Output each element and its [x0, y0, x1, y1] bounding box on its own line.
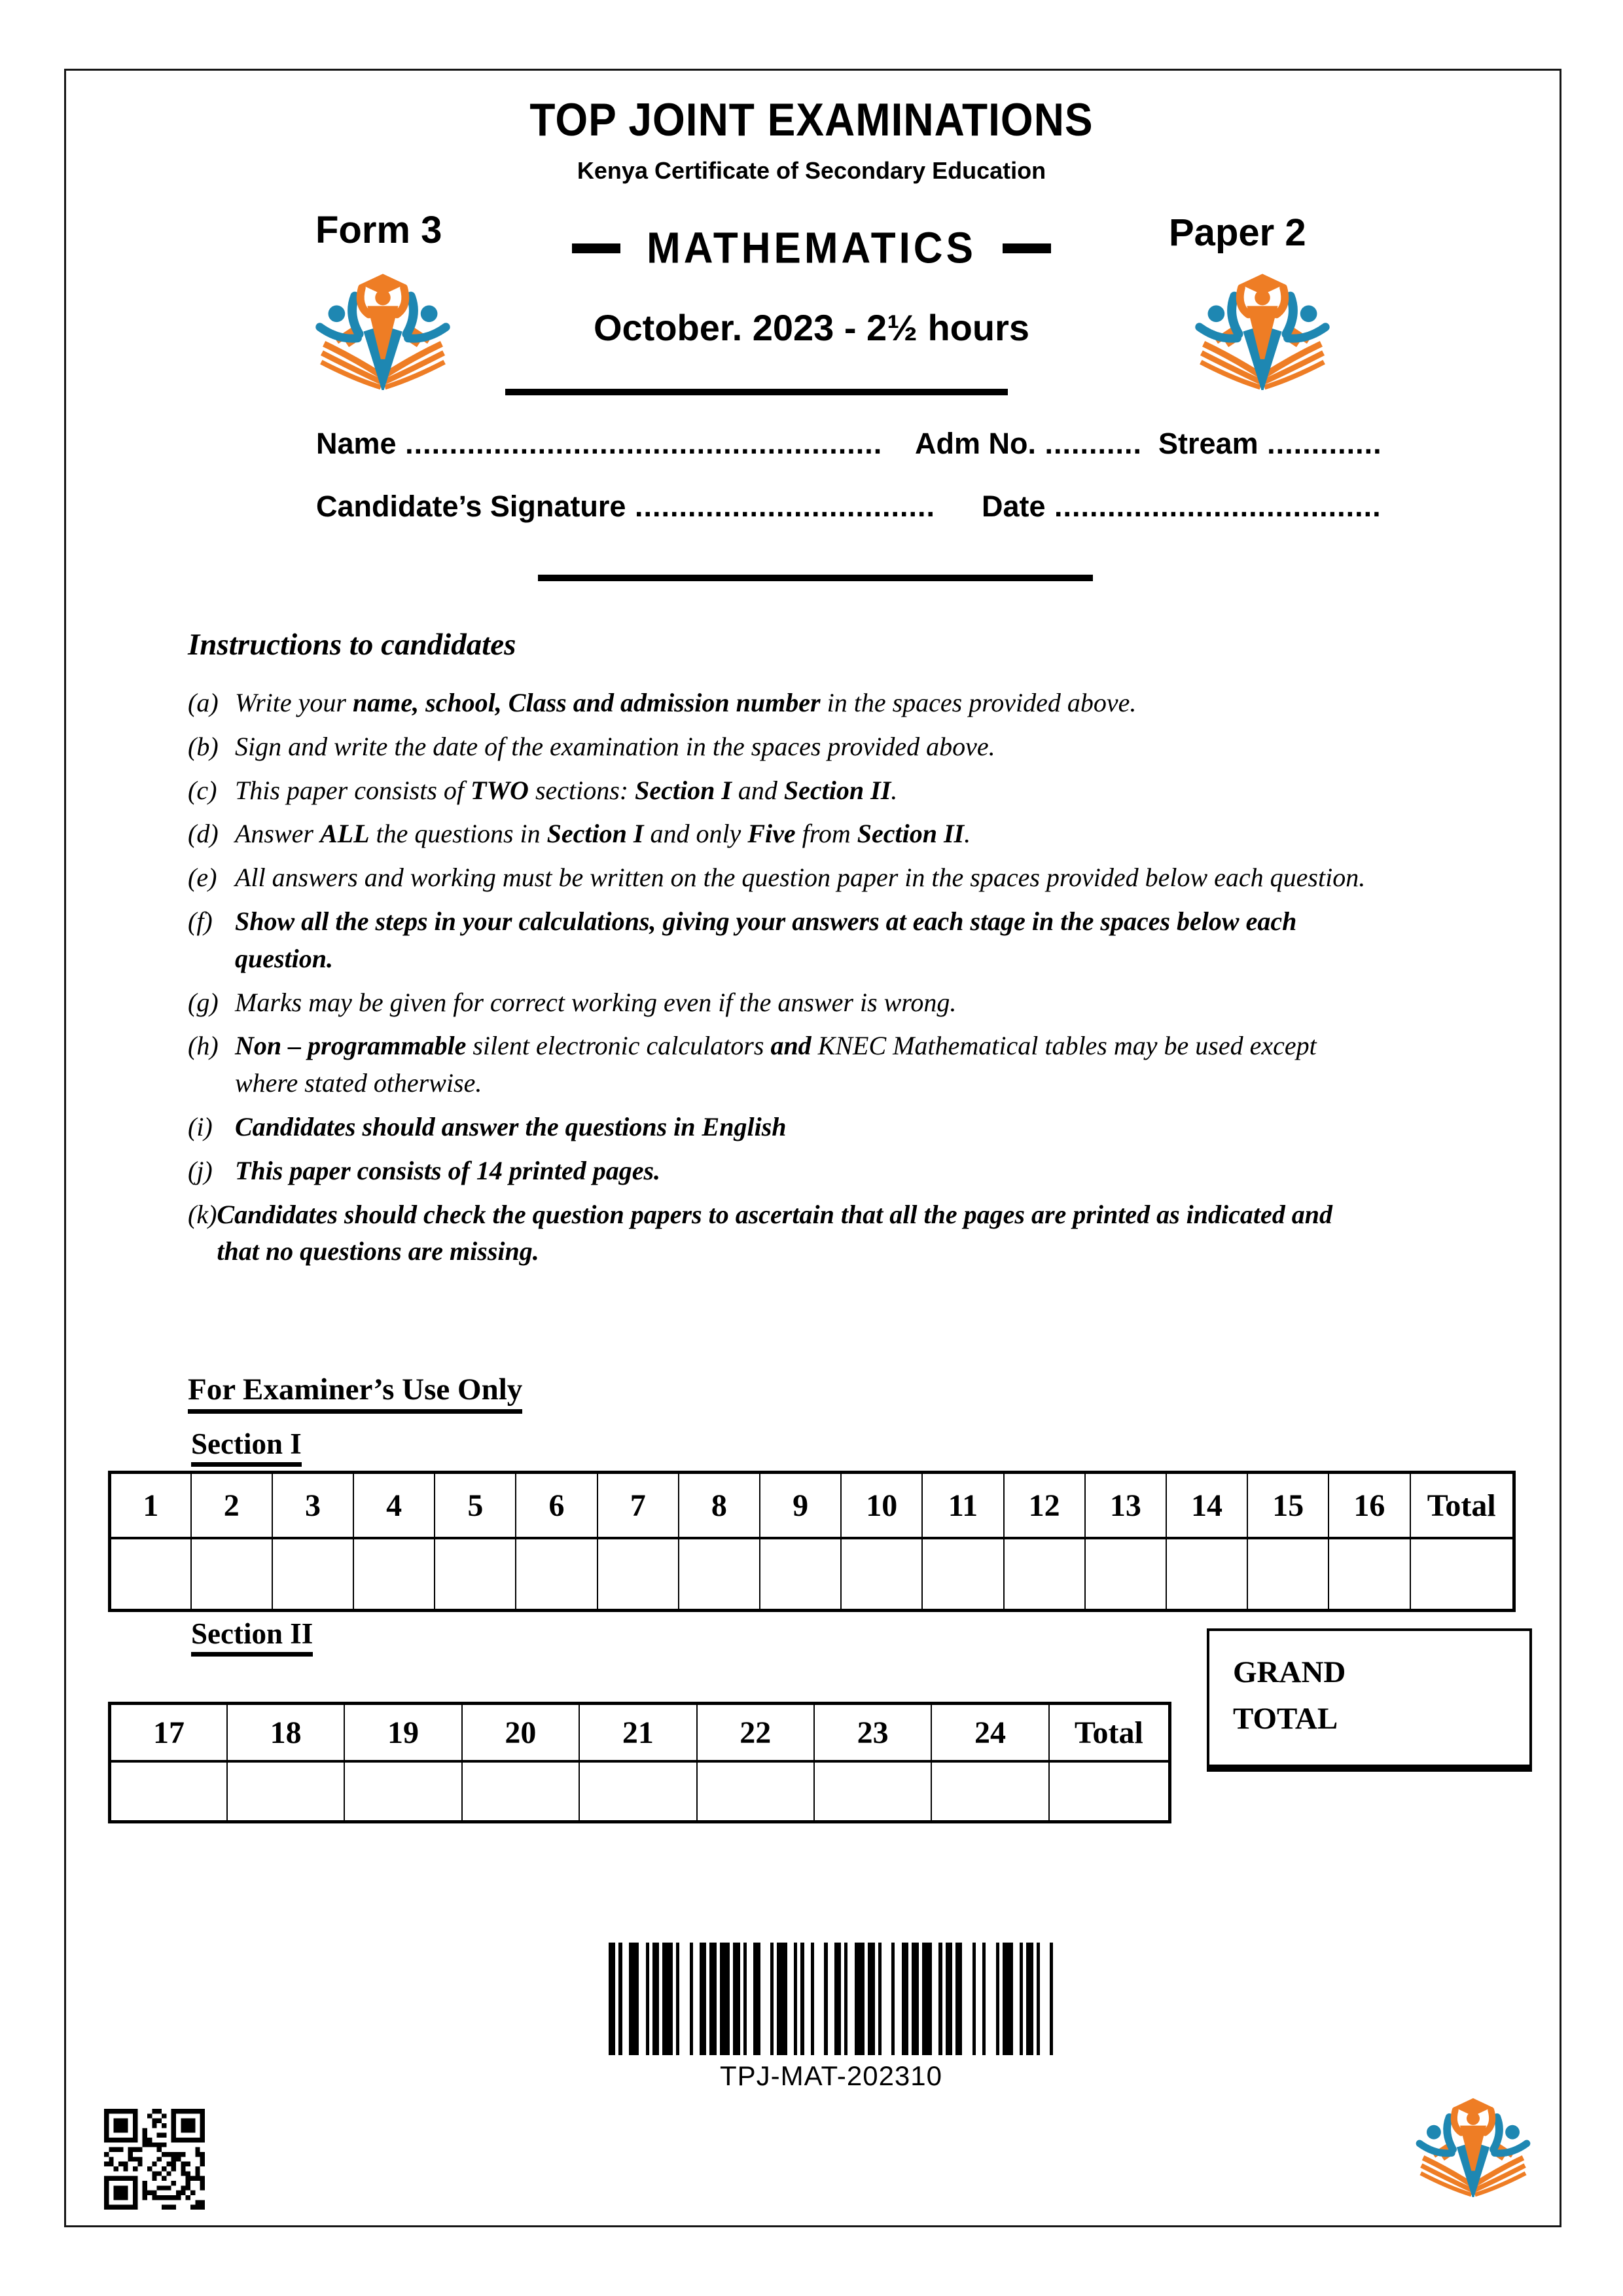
grand-total-label: GRAND TOTAL — [1233, 1655, 1346, 1736]
marks-cell — [353, 1538, 435, 1611]
school-logo-footer — [1414, 2096, 1533, 2197]
question-number-header: 16 — [1329, 1473, 1410, 1539]
grand-total-box — [1207, 1628, 1532, 1772]
section1-header-row — [110, 1473, 1514, 1539]
name-label: Name — [316, 427, 397, 460]
dash-bar-right — [1003, 243, 1051, 253]
instruction-item-label: (d) — [188, 819, 219, 849]
marks-cell — [1004, 1538, 1085, 1611]
question-number-header: Total — [1410, 1473, 1514, 1539]
date-blank-line: ..................................... — [1045, 490, 1382, 523]
name-field — [316, 427, 882, 461]
question-number-header: 9 — [760, 1473, 841, 1539]
instruction-item — [188, 1153, 1376, 1190]
section1-marks-row — [110, 1538, 1514, 1611]
instruction-item-label: (h) — [188, 1031, 219, 1061]
instruction-item — [188, 772, 1376, 810]
instruction-item-text: Candidates should check the question papers to ascertain that all the pages are printed as indicated and that no questions are missing. — [217, 1199, 1332, 1266]
marks-cell — [516, 1538, 597, 1611]
question-number-header: Total — [1049, 1704, 1170, 1762]
qr-code — [104, 2109, 205, 2210]
instruction-item-text: All answers and working must be written on the question paper in the spaces provided below each question. — [235, 863, 1366, 893]
adm-no-blank-line: ........... — [1036, 427, 1143, 460]
marks-cell — [1166, 1538, 1247, 1611]
dash-bar-left — [572, 243, 620, 253]
marks-cell — [814, 1761, 931, 1822]
marks-cell — [110, 1761, 227, 1822]
instruction-item — [188, 816, 1376, 853]
signature-label: Candidate’s Signature — [316, 490, 626, 523]
instruction-item-label: (e) — [188, 863, 217, 893]
instruction-item-label: (g) — [188, 987, 219, 1017]
paper-number: Paper 2 — [1169, 211, 1306, 254]
marks-cell — [679, 1538, 760, 1611]
barcode — [609, 1943, 1054, 2055]
instruction-item-text: Marks may be given for correct working even if the answer is wrong. — [235, 987, 957, 1017]
instruction-item — [188, 685, 1376, 722]
marks-cell — [579, 1761, 696, 1822]
header-divider — [505, 389, 1008, 395]
instruction-item-label: (k) — [188, 1199, 217, 1229]
date-label: Date — [982, 490, 1046, 523]
signature-field — [316, 490, 935, 524]
question-number-header: 11 — [922, 1473, 1003, 1539]
exam-board-title: TOP JOINT EXAMINATIONS — [529, 94, 1094, 146]
instruction-item-text: This paper consists of TWO sections: Section I and Section II. — [235, 775, 898, 805]
question-number-header: 10 — [841, 1473, 922, 1539]
subject-title: MATHEMATICS — [647, 224, 976, 273]
stream-label: Stream — [1158, 427, 1258, 460]
marks-cell — [110, 1538, 191, 1611]
instruction-item-label: (j) — [188, 1155, 213, 1185]
name-blank-line: ...................................................... — [396, 427, 883, 460]
instructions-list — [188, 685, 1376, 1270]
question-number-header: 13 — [1085, 1473, 1166, 1539]
instruction-item-label: (f) — [188, 906, 213, 936]
instruction-item — [188, 903, 1376, 978]
instruction-item-text: Sign and write the date of the examination in the spaces provided above. — [235, 731, 995, 761]
marks-cell — [227, 1761, 344, 1822]
question-number-header: 3 — [272, 1473, 353, 1539]
instruction-item-label: (i) — [188, 1111, 213, 1141]
question-number-header: 7 — [597, 1473, 679, 1539]
question-number-header: 21 — [579, 1704, 696, 1762]
adm-no-label: Adm No. — [915, 427, 1036, 460]
instruction-item-label: (b) — [188, 731, 219, 761]
question-number-header: 1 — [110, 1473, 191, 1539]
marks-cell — [462, 1761, 579, 1822]
marks-cell — [697, 1761, 814, 1822]
instruction-item-text: Answer ALL the questions in Section I and only Five from Section II. — [235, 819, 971, 849]
section2-marks-table — [108, 1702, 1171, 1823]
question-number-header: 22 — [697, 1704, 814, 1762]
marks-cell — [1049, 1761, 1170, 1822]
instruction-item — [188, 1028, 1376, 1102]
marks-cell — [272, 1538, 353, 1611]
question-number-header: 23 — [814, 1704, 931, 1762]
marks-cell — [597, 1538, 679, 1611]
instruction-item-label: (c) — [188, 775, 217, 805]
marks-cell — [1247, 1538, 1329, 1611]
instruction-item-text: Show all the steps in your calculations, giving your answers at each stage in the spaces below each question. — [235, 906, 1297, 973]
question-number-header: 2 — [191, 1473, 272, 1539]
instruction-item-text: Non – programmable silent electronic calculators and KNEC Mathematical tables may be used except where stated otherwise. — [235, 1031, 1317, 1098]
instructions-section — [188, 627, 1376, 1270]
stream-field — [1158, 427, 1382, 461]
question-number-header: 6 — [516, 1473, 597, 1539]
instruction-item — [188, 859, 1376, 897]
instruction-item — [188, 984, 1376, 1022]
question-number-header: 20 — [462, 1704, 579, 1762]
question-number-header: 18 — [227, 1704, 344, 1762]
question-number-header: 14 — [1166, 1473, 1247, 1539]
marks-cell — [1410, 1538, 1514, 1611]
adm-no-field — [915, 427, 1142, 461]
instruction-item-text: Write your name, school, Class and admission number in the spaces provided above. — [235, 688, 1137, 717]
question-number-header: 8 — [679, 1473, 760, 1539]
stream-blank-line: ............. — [1258, 427, 1382, 460]
instruction-item-text: This paper consists of 14 printed pages. — [235, 1155, 661, 1185]
section2-heading: Section II — [191, 1617, 313, 1657]
instruction-item — [188, 1196, 1376, 1271]
section2-header-row — [110, 1704, 1170, 1762]
barcode-text: TPJ-MAT-202310 — [719, 2060, 942, 2091]
marks-cell — [435, 1538, 516, 1611]
form-level: Form 3 — [315, 209, 442, 251]
signature-blank-line: .................................. — [626, 490, 936, 523]
marks-cell — [922, 1538, 1003, 1611]
marks-cell — [760, 1538, 841, 1611]
question-number-header: 24 — [931, 1704, 1048, 1762]
fields-divider — [538, 575, 1093, 581]
question-number-header: 19 — [344, 1704, 461, 1762]
instruction-item-text: Candidates should answer the questions in English — [235, 1111, 787, 1141]
section2-marks-row — [110, 1761, 1170, 1822]
instruction-item — [188, 728, 1376, 766]
date-field — [982, 490, 1382, 524]
exam-session-duration: October. 2023 - 2½ hours — [593, 307, 1030, 348]
question-number-header: 15 — [1247, 1473, 1329, 1539]
marks-cell — [931, 1761, 1048, 1822]
question-number-header: 17 — [110, 1704, 227, 1762]
question-number-header: 5 — [435, 1473, 516, 1539]
marks-cell — [191, 1538, 272, 1611]
marks-cell — [1085, 1538, 1166, 1611]
section1-heading: Section I — [191, 1427, 302, 1467]
instructions-heading: Instructions to candidates — [188, 628, 516, 662]
instruction-item — [188, 1109, 1376, 1146]
subject-row — [0, 225, 1623, 272]
question-number-header: 12 — [1004, 1473, 1085, 1539]
instruction-item-label: (a) — [188, 688, 219, 717]
section1-marks-table — [108, 1471, 1516, 1612]
examiner-use-heading: For Examiner’s Use Only — [188, 1372, 522, 1414]
marks-cell — [344, 1761, 461, 1822]
marks-cell — [841, 1538, 922, 1611]
question-number-header: 4 — [353, 1473, 435, 1539]
certificate-subtitle: Kenya Certificate of Secondary Education — [577, 157, 1046, 184]
marks-cell — [1329, 1538, 1410, 1611]
